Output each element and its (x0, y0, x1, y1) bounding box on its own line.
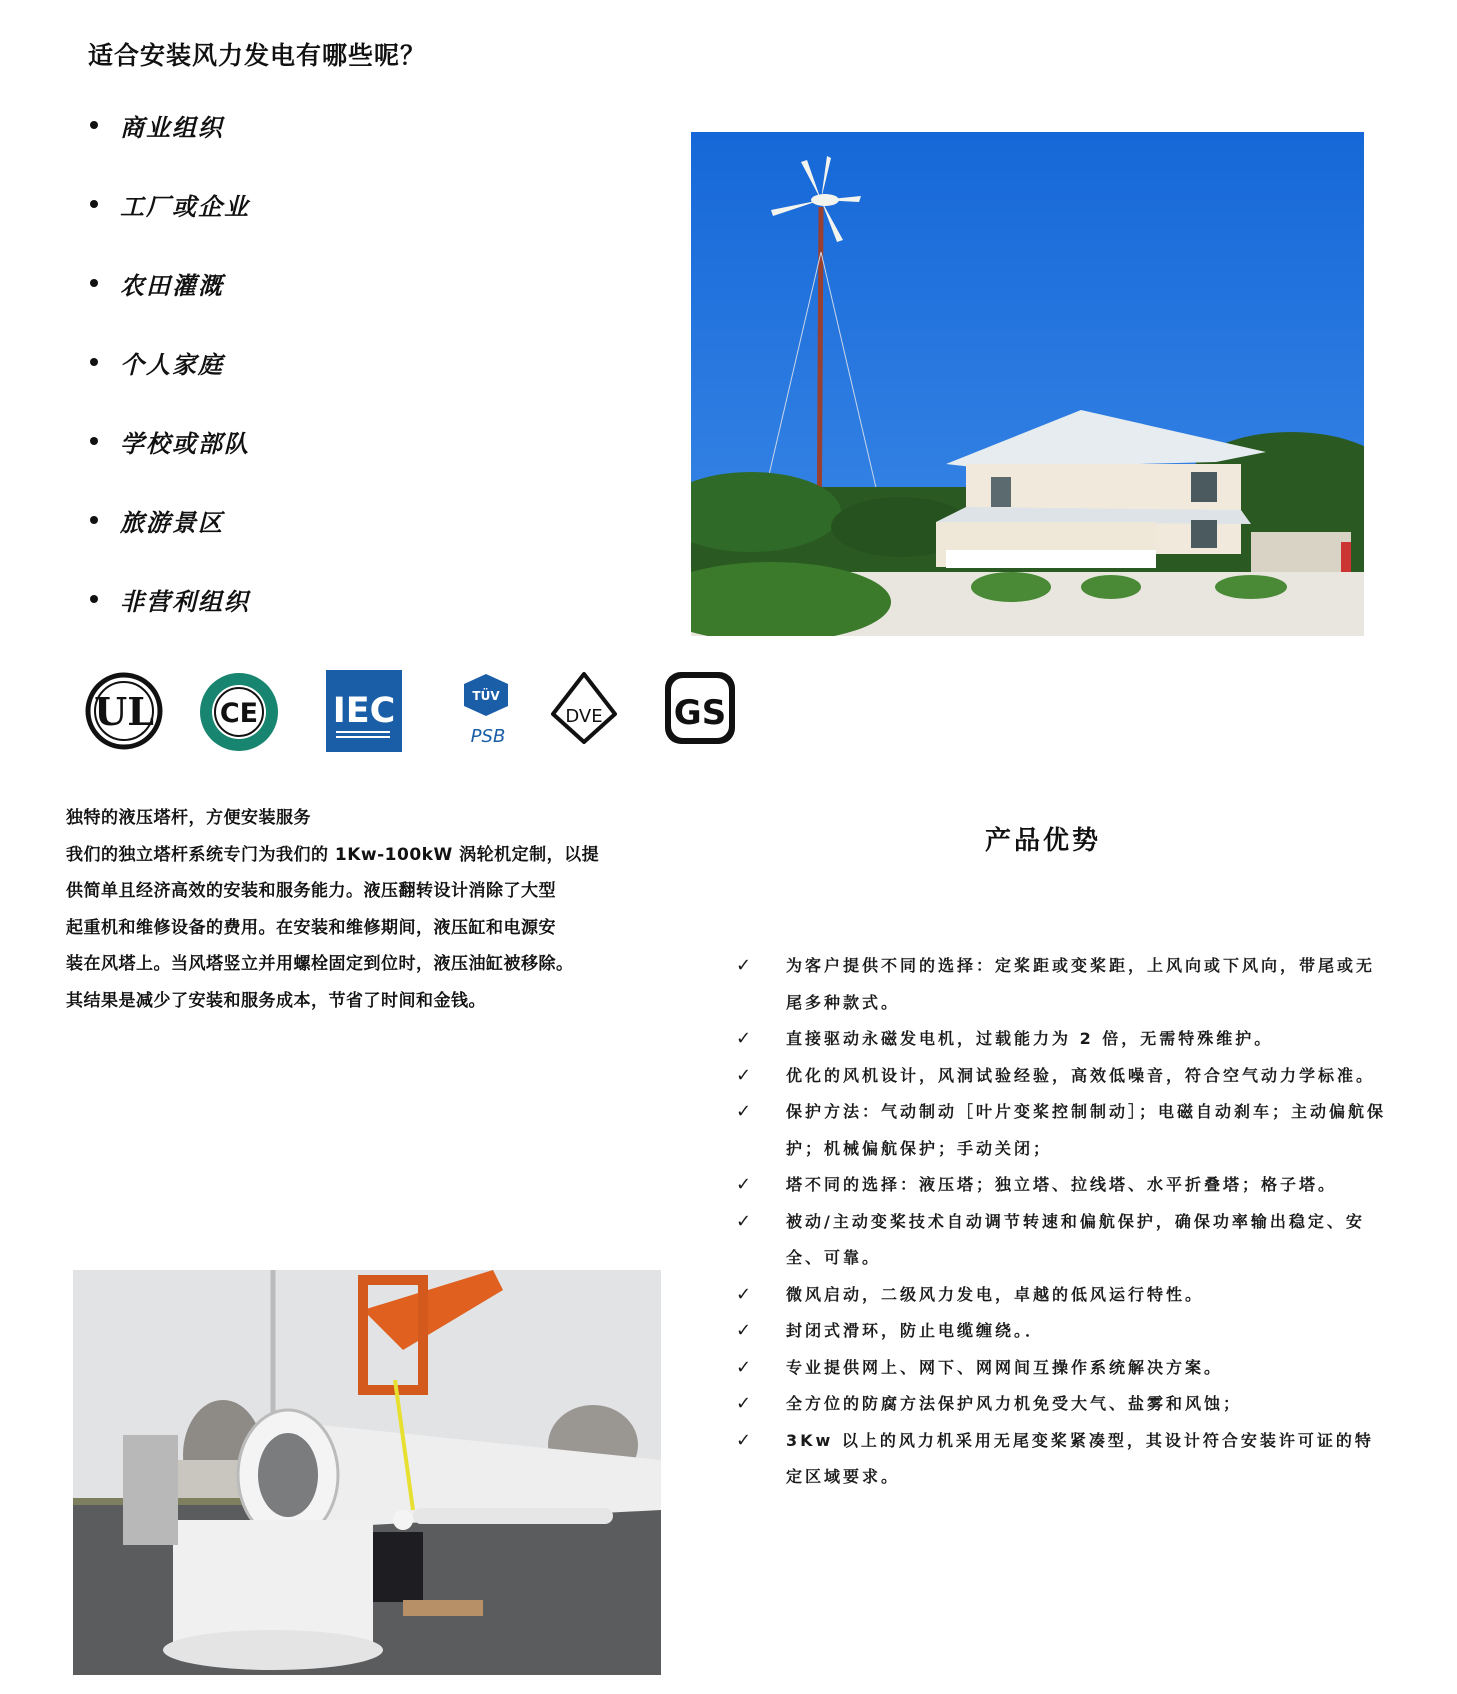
bullet-icon (90, 437, 98, 445)
hydraulic-tower-description (66, 800, 726, 1019)
check-icon: ✓ (736, 1429, 755, 1451)
list-item (736, 1277, 1386, 1314)
list-item-label: 学校或部队 (120, 430, 250, 458)
advantage-text: 专业提供网上、网下、网网间互操作系统解决方案。 (786, 1357, 1224, 1377)
advantage-text: 封闭式滑环，防止电缆缠绕。． (786, 1321, 1045, 1340)
check-icon: ✓ (736, 1393, 755, 1414)
list-item (736, 1021, 1386, 1058)
advantage-text: 保护方法：气动制动［叶片变桨控制制动］；电磁自动刹车；主动偏航保护；机械偏航保护；手动关闭； (786, 1102, 1387, 1158)
section-subtitle: 独特的液压塔杆，方便安装服务 (66, 808, 311, 828)
paragraph-line: 其结果是减少了安装和服务成本，节省了时间和金钱。 (66, 990, 486, 1011)
page-heading: 适合安装风力发电有哪些呢？ (88, 41, 427, 70)
dve-logo (549, 670, 619, 746)
tuv-logo-text: TÜV (472, 689, 500, 703)
advantages-title: 产品优势 (985, 826, 1102, 856)
paragraph-line: 装在风塔上。当风塔竖立并用螺栓固定到位时，液压油缸被移除。 (66, 954, 574, 974)
list-item (736, 1423, 1386, 1496)
check-icon: ✓ (736, 1101, 755, 1122)
list-item (736, 948, 1386, 1021)
advantages-list (736, 948, 1386, 1496)
list-item (736, 1350, 1386, 1387)
check-icon: ✓ (736, 1283, 755, 1305)
check-icon: ✓ (736, 1174, 755, 1195)
ul-logo (84, 670, 164, 752)
advantage-text: 全方位的防腐方法保护风力机免受大气、盐雾和风蚀； (786, 1394, 1243, 1413)
bullet-icon (90, 200, 98, 208)
advantage-text: 为客户提供不同的选择：定桨距或变桨距，上风向或下风向，带尾或无尾多种款式。 (786, 956, 1376, 1012)
bullet-icon (90, 516, 98, 524)
list-item-label: 商业组织 (120, 114, 224, 142)
list-item (736, 1167, 1386, 1204)
check-icon: ✓ (736, 955, 755, 976)
gs-logo (663, 670, 737, 746)
ce-logo-text: CE (219, 698, 259, 729)
list-item (88, 503, 250, 582)
check-icon: ✓ (736, 1028, 755, 1049)
list-item (736, 1313, 1386, 1350)
list-item-label: 旅游景区 (120, 509, 224, 537)
certification-logos (84, 670, 744, 770)
iec-logo (326, 670, 402, 752)
wind-turbine-house-photo (691, 132, 1364, 636)
gs-logo-text: GS (673, 693, 727, 733)
list-item (736, 1204, 1386, 1277)
paragraph-line: 我们的独立塔杆系统专门为我们的 1Kw-100kW 涡轮机定制，以提 (66, 844, 600, 865)
application-list (88, 108, 250, 661)
list-item-label: 个人家庭 (120, 351, 224, 379)
psb-logo-text: PSB (470, 726, 506, 747)
advantage-text: 直接驱动永磁发电机，过载能力为 2 倍，无需特殊维护。 (786, 1029, 1274, 1048)
advantage-text: 塔不同的选择：液压塔；独立塔、拉线塔、水平折叠塔；格子塔。 (786, 1175, 1338, 1194)
paragraph-line: 起重机和维修设备的费用。在安装和维修期间，液压缸和电源安 (66, 917, 556, 938)
list-item (88, 187, 250, 266)
list-item (88, 108, 250, 187)
advantage-text: 被动/主动变桨技术自动调节转速和偏航保护，确保功率输出稳定、安全、可靠。 (786, 1211, 1365, 1267)
iec-logo-text: IEC (332, 691, 396, 731)
list-item (736, 1058, 1386, 1095)
advantage-text: 3Kw 以上的风力机采用无尾变桨紧凑型，其设计符合安装许可证的特定区域要求。 (786, 1430, 1374, 1486)
list-item-label: 非营利组织 (120, 588, 250, 616)
bullet-icon (90, 595, 98, 603)
bullet-icon (90, 121, 98, 129)
dve-logo-text: DVE (565, 706, 603, 727)
list-item (88, 345, 250, 424)
list-item (88, 424, 250, 503)
tuv-psb-logo (458, 670, 514, 752)
list-item (736, 1094, 1386, 1167)
paragraph-line: 供简单且经济高效的安装和服务能力。液压翻转设计消除了大型 (66, 881, 556, 901)
tower-installation-photo (73, 1270, 661, 1675)
check-icon: ✓ (736, 1064, 755, 1086)
list-item (88, 582, 250, 661)
ce-logo (197, 670, 281, 754)
advantage-text: 优化的风机设计，风洞试验经验，高效低噪音，符合空气动力学标准。 (786, 1065, 1376, 1085)
list-item-label: 工厂或企业 (120, 193, 250, 221)
check-icon: ✓ (736, 1356, 755, 1378)
advantage-text: 微风启动，二级风力发电，卓越的低风运行特性。 (786, 1284, 1205, 1304)
bullet-icon (90, 358, 98, 366)
check-icon: ✓ (736, 1320, 755, 1341)
check-icon: ✓ (736, 1210, 755, 1232)
ul-logo-text: UL (94, 689, 154, 734)
list-item (88, 266, 250, 345)
list-item (736, 1386, 1386, 1423)
list-item-label: 农田灌溉 (120, 272, 224, 300)
bullet-icon (90, 279, 98, 287)
